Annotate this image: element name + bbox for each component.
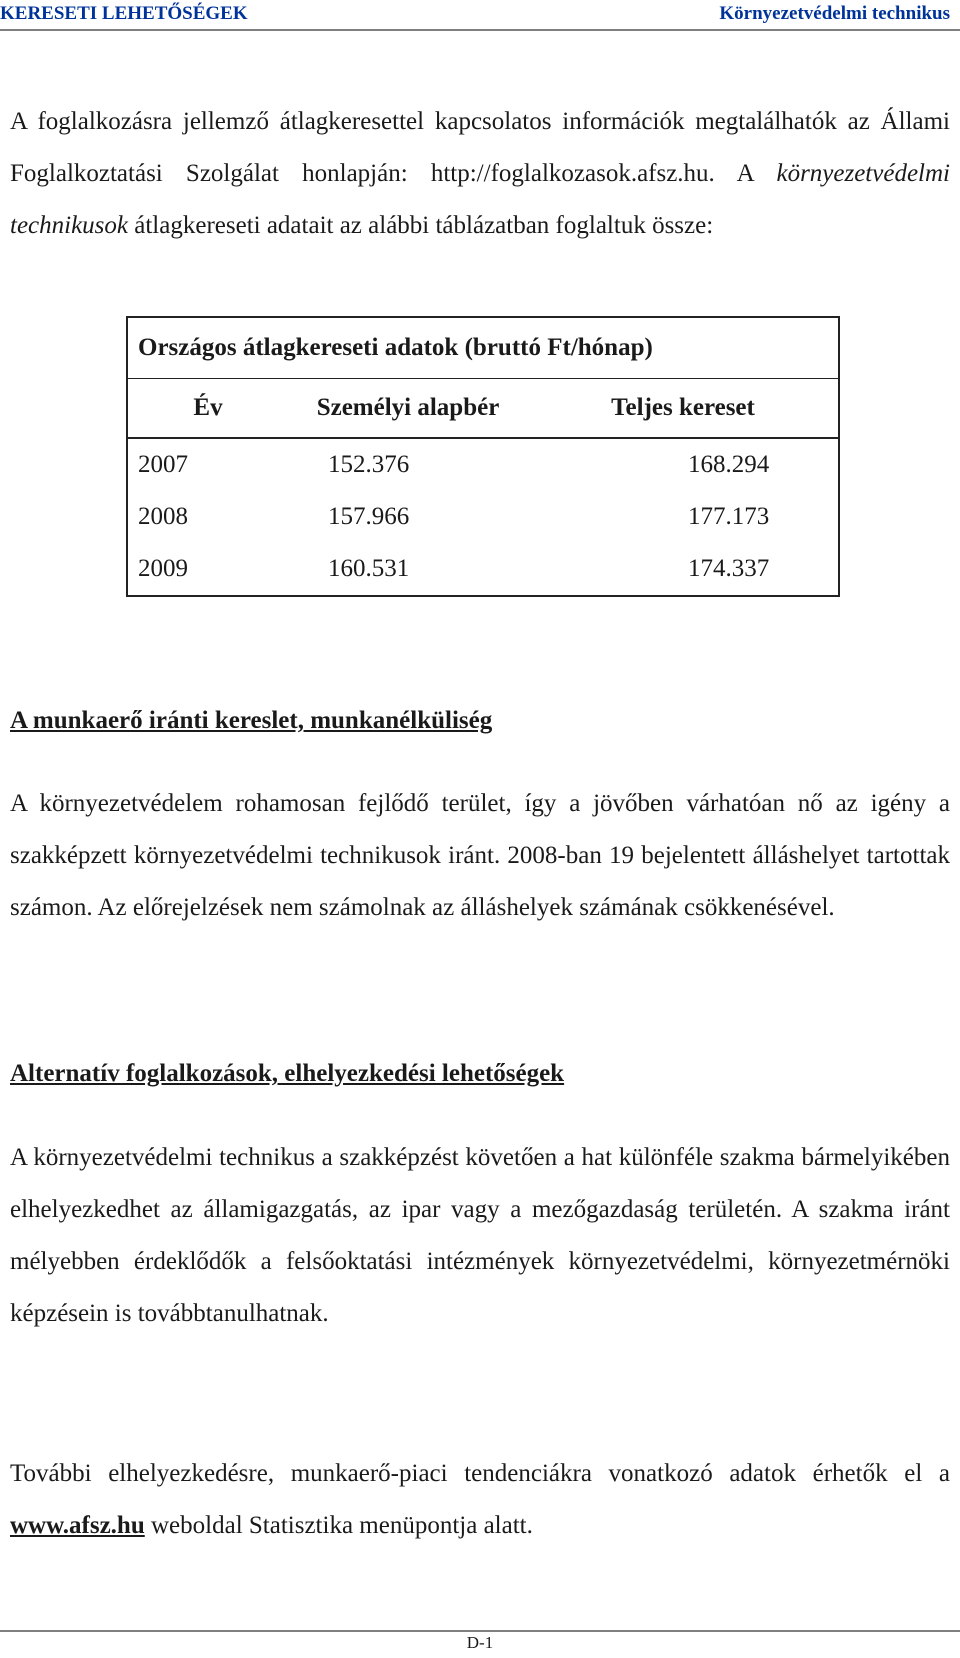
section-heading-labour-demand: A munkaerő iránti kereslet, munkanélküliség [10, 707, 493, 734]
footer-rule [0, 1630, 960, 1632]
salary-table-header-row [127, 379, 839, 439]
closing-text-end: weboldal Statisztika menüpontja alatt. [144, 1512, 533, 1539]
cell-total-earnings: 174.337 [528, 543, 839, 596]
header-document-title: Környezetvédelmi technikus [719, 3, 950, 24]
closing-paragraph [10, 1448, 950, 1552]
table-row [127, 491, 839, 543]
salary-table-title-row [127, 317, 839, 379]
closing-text-start: További elhelyezkedésre, munkaerő-piaci tendenciákra vonatkozó adatok érhetők el a [10, 1460, 950, 1487]
page-number: D-1 [466, 1633, 494, 1652]
cell-base-salary: 157.966 [328, 503, 410, 530]
intro-text-end: átlagkereseti adatait az alábbi táblázatban foglaltuk össze: [128, 212, 714, 239]
cell-year: 2008 [138, 503, 188, 530]
salary-table-title: Országos átlagkereseti adatok (bruttó Ft/hónap) [127, 317, 839, 379]
intro-text-start: A foglalkozásra jellemző átlagkeresettel kapcsolatos információk megtalálhatók az Állami Foglalkoztatási Szolgálat honlapján: http://foglalkozasok.afsz.hu. A [10, 108, 950, 187]
page-header [0, 0, 960, 36]
intro-paragraph [10, 96, 950, 252]
column-header-year: Év [127, 379, 288, 439]
intro-italic-term: környezetvédelmi technikusok [10, 160, 950, 239]
column-header-total-earnings: Teljes kereset [528, 379, 839, 439]
header-section-title: KERESETI LEHETŐSÉGEK [0, 3, 248, 24]
afsz-link[interactable]: www.afsz.hu [10, 1512, 145, 1539]
salary-table [126, 316, 840, 597]
table-row [127, 543, 839, 596]
cell-total-earnings: 177.173 [688, 503, 770, 530]
labour-demand-paragraph: A környezetvédelem rohamosan fejlődő terület, így a jövőben várhatóan nő az igény a szakképzett környezetvédelmi technikusok iránt. 2008-ban 19 bejelentett álláshelyet tartottak számon. Az előrejelzések nem számolnak az álláshelyek számának csökkenésével. [10, 790, 950, 921]
cell-total-earnings: 168.294 [688, 451, 770, 478]
cell-base-salary: 152.376 [328, 451, 410, 478]
section-heading-alternative-jobs: Alternatív foglalkozások, elhelyezkedési lehetőségek [10, 1060, 565, 1087]
table-row [127, 438, 839, 491]
cell-year: 2007 [138, 451, 188, 478]
alternative-jobs-paragraph: A környezetvédelmi technikus a szakképzést követően a hat különféle szakma bármelyikében elhelyezkedhet az államigazgatás, az ipar vagy a mezőgazdaság területén. A szakma iránt mélyebben érdeklődők a felsőoktatási intézmények környezetvédelmi, környezetmérnöki képzésein is továbbtanulhatnak. [10, 1144, 950, 1327]
cell-base-salary: 160.531 [288, 543, 528, 596]
header-rule [0, 29, 960, 31]
column-header-base-salary: Személyi alapbér [288, 379, 528, 439]
cell-year: 2009 [127, 543, 288, 596]
